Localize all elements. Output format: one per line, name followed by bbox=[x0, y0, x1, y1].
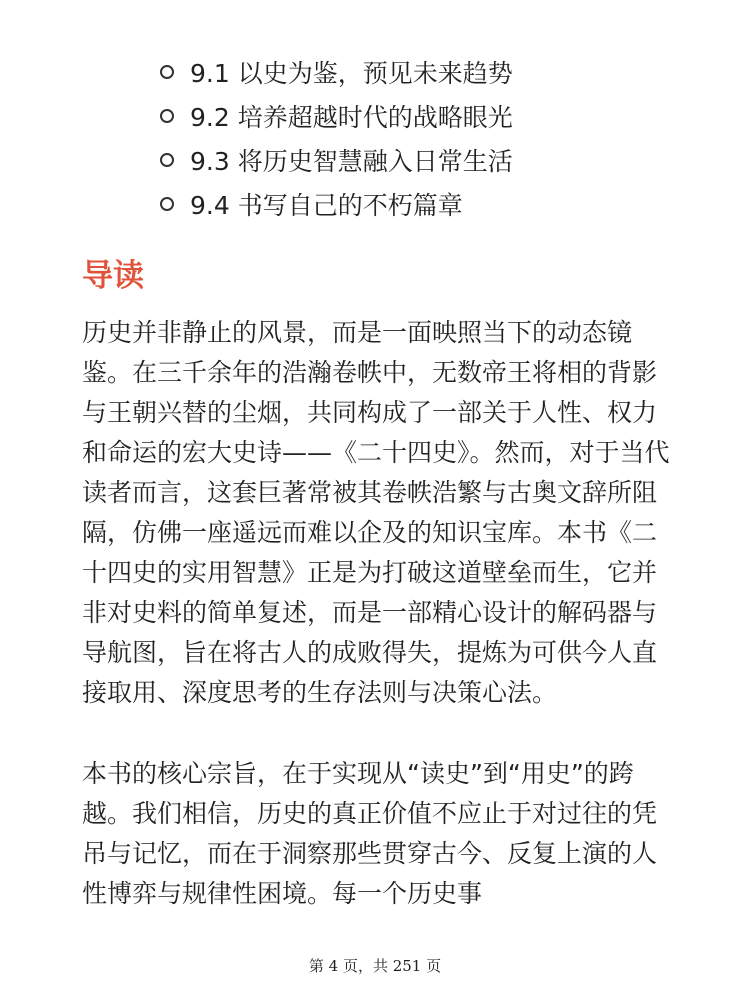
toc-item[interactable] bbox=[160, 182, 513, 226]
table-of-contents bbox=[160, 50, 513, 226]
toc-item-label: 9.3 将历史智慧融入日常生活 bbox=[190, 147, 513, 176]
toc-item-label: 9.1 以史为鉴，预见未来趋势 bbox=[190, 59, 513, 88]
circle-bullet-icon bbox=[160, 153, 174, 167]
toc-item[interactable] bbox=[160, 94, 513, 138]
toc-item[interactable] bbox=[160, 138, 513, 182]
circle-bullet-icon bbox=[160, 109, 174, 123]
toc-item-label: 9.2 培养超越时代的战略眼光 bbox=[190, 103, 513, 132]
circle-bullet-icon bbox=[160, 197, 174, 211]
toc-item[interactable] bbox=[160, 50, 513, 94]
toc-item-label: 9.4 书写自己的不朽篇章 bbox=[190, 191, 463, 220]
circle-bullet-icon bbox=[160, 65, 174, 79]
body-paragraph: 本书的核心宗旨，在于实现从“读史”到“用史”的跨越。我们相信，历史的真正价值不应止于对过往的凭吊与记忆，而在于洞察那些贯穿古今、反复上演的人性博弈与规律性困境。每一个历史事 bbox=[82, 759, 658, 908]
section-heading: 导读 bbox=[82, 258, 144, 294]
page-number: 第 4 页，共 251 页 bbox=[308, 957, 442, 975]
body-paragraph: 历史并非静止的风景，而是一面映照当下的动态镜鉴。在三千余年的浩瀚卷帙中，无数帝王将相的背影与王朝兴替的尘烟，共同构成了一部关于人性、权力和命运的宏大史诗——《二十四史》。然而，对于当代读者而言，这套巨著常被其卷帙浩繁与古奥文辞所阻隔，仿佛一座遥远而难以企及的知识宝库。本书《二十四史的实用智慧》正是为打破这道壁垒而生，它并非对史料的简单复述，而是一部精心设计的解码器与导航图，旨在将古人的成败得失，提炼为可供今人直接取用、深度思考的生存法则与决策心法。 bbox=[82, 318, 670, 707]
